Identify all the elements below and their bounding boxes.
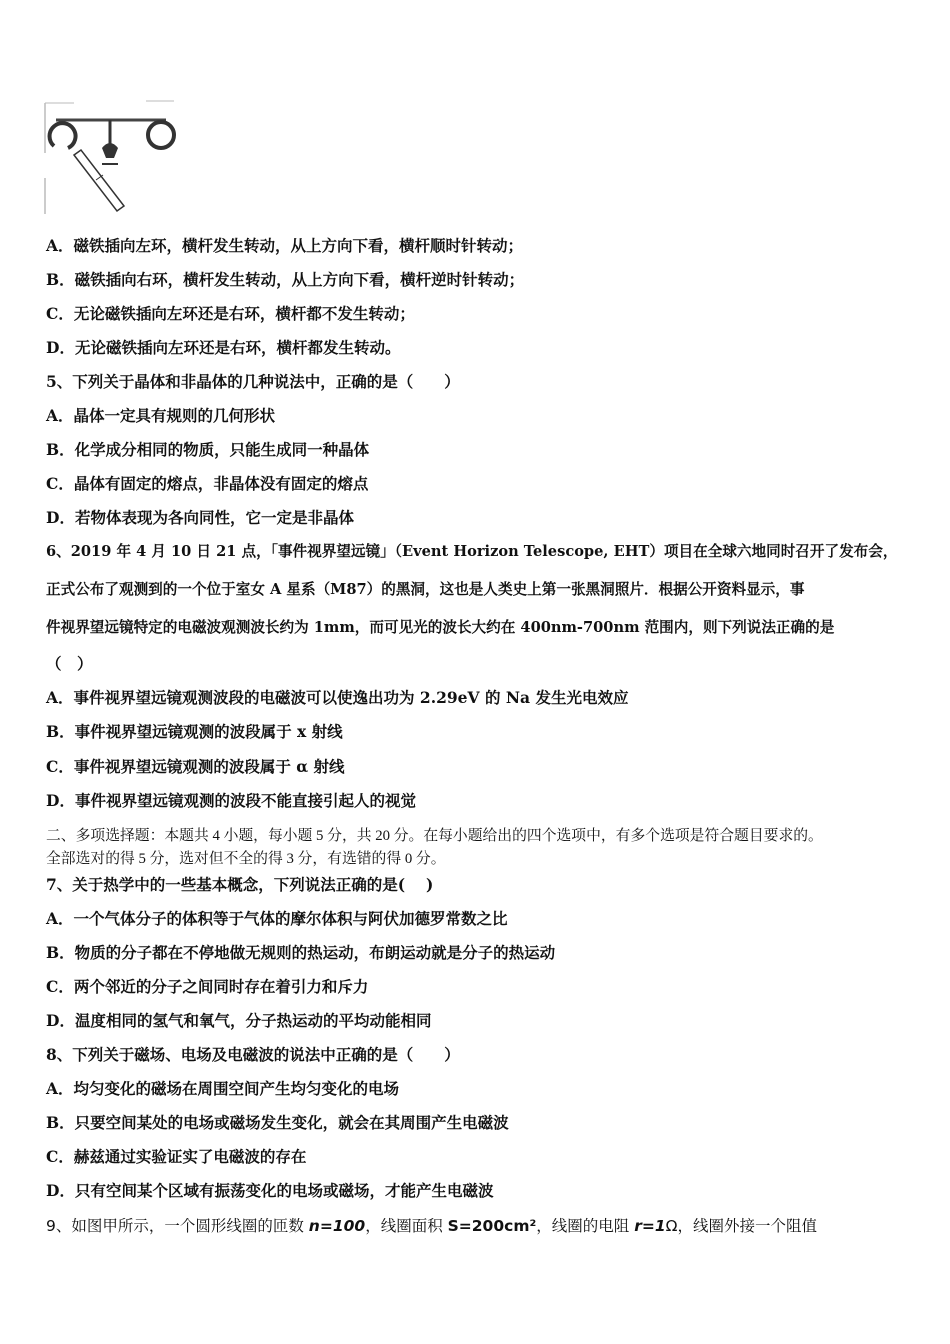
q4-option-d: D．无论磁铁插向左环还是右环，横杆都发生转动。 — [46, 338, 401, 357]
q9-text: ，线圈的电阻 — [536, 1217, 635, 1235]
q9-area: S=200cm² — [447, 1217, 537, 1235]
q4-option-b: B．磁铁插向右环，横杆发生转动，从上方向下看，横杆逆时针转动； — [46, 270, 525, 289]
q9-turns: n=100 — [308, 1217, 366, 1235]
q8-option-c: C．赫兹通过实验证实了电磁波的存在 — [46, 1147, 307, 1166]
section2-instructions: 二、多项选择题：本题共 4 小题，每小题 5 分，共 20 分。在每小题给出的四个选项中，有多个选项是符合题目要求的。 — [46, 828, 823, 844]
q7-option-b: B．物质的分子都在不停地做无规则的热运动，布朗运动就是分子的热运动 — [46, 943, 556, 962]
q9-stem — [46, 1216, 817, 1236]
section2-instructions: 全部选对的得 5 分，选对但不全的得 3 分，有选错的得 0 分。 — [46, 851, 446, 867]
q6-stem-line: 件视界望远镜特定的电磁波观测波长约为 1mm，而可见光的波长大约在 400nm-700nm 范围内，则下列说法正确的是 — [46, 619, 835, 636]
q7-stem: 7、关于热学中的一些基本概念，下列说法正确的是( ) — [46, 875, 434, 894]
q7-option-a: A．一个气体分子的体积等于气体的摩尔体积与阿伏加德罗常数之比 — [46, 909, 508, 928]
q4-option-a: A．磁铁插向左环，横杆发生转动，从上方向下看，横杆顺时针转动； — [46, 236, 524, 255]
q5-stem: 5、下列关于晶体和非晶体的几种说法中，正确的是（ ） — [46, 372, 460, 391]
q6-option-d: D．事件视界望远镜观测的波段不能直接引起人的视觉 — [46, 791, 416, 810]
q6-option-c: C．事件视界望远镜观测的波段属于 α 射线 — [46, 757, 345, 776]
q9-text: Ω，线圈外接一个阻值 — [665, 1217, 817, 1235]
q9-resistance: r=1 — [634, 1217, 666, 1235]
q8-option-b: B．只要空间某处的电场或磁场发生变化，就会在其周围产生电磁波 — [46, 1113, 509, 1132]
q5-option-d: D．若物体表现为各向同性，它一定是非晶体 — [46, 508, 354, 527]
q8-option-d: D．只有空间某个区域有振荡变化的电场或磁场，才能产生电磁波 — [46, 1181, 494, 1200]
q5-option-b: B．化学成分相同的物质，只能生成同一种晶体 — [46, 440, 370, 459]
q5-option-a: A．晶体一定具有规则的几何形状 — [46, 406, 276, 425]
q7-option-c: C．两个邻近的分子之间同时存在着引力和斥力 — [46, 977, 369, 996]
q6-stem-line: （ ） — [46, 654, 93, 673]
q6-stem-line: 6、2019 年 4 月 10 日 21 点，「事件视界望远镜」（Event Horizon Telescope, EHT）项目在全球六地同时召开了发布会， — [46, 543, 898, 560]
q4-option-c: C．无论磁铁插向左环还是右环，横杆都不发生转动； — [46, 304, 415, 323]
q7-option-d: D．温度相同的氢气和氧气，分子热运动的平均动能相同 — [46, 1011, 432, 1030]
q8-stem: 8、下列关于磁场、电场及电磁波的说法中正确的是（ ） — [46, 1045, 460, 1064]
q9-text: ，线圈面积 — [365, 1217, 448, 1235]
q9-text: 9、如图甲所示，一个圆形线圈的匝数 — [46, 1217, 309, 1235]
q6-stem-line: 正式公布了观测到的一个位于室女 A 星系（M87）的黑洞，这也是人类史上第一张黑洞照片．根据公开资料显示，事 — [46, 581, 805, 598]
q6-option-a: A．事件视界望远镜观测波段的电磁波可以使逸出功为 2.29eV 的 Na 发生光电效应 — [46, 688, 629, 707]
q5-option-c: C．晶体有固定的熔点，非晶体没有固定的熔点 — [46, 474, 369, 493]
q6-option-b: B．事件视界望远镜观测的波段属于 x 射线 — [46, 722, 343, 741]
q8-option-a: A．均匀变化的磁场在周围空间产生均匀变化的电场 — [46, 1079, 400, 1098]
magnet-rings-figure — [44, 98, 184, 218]
